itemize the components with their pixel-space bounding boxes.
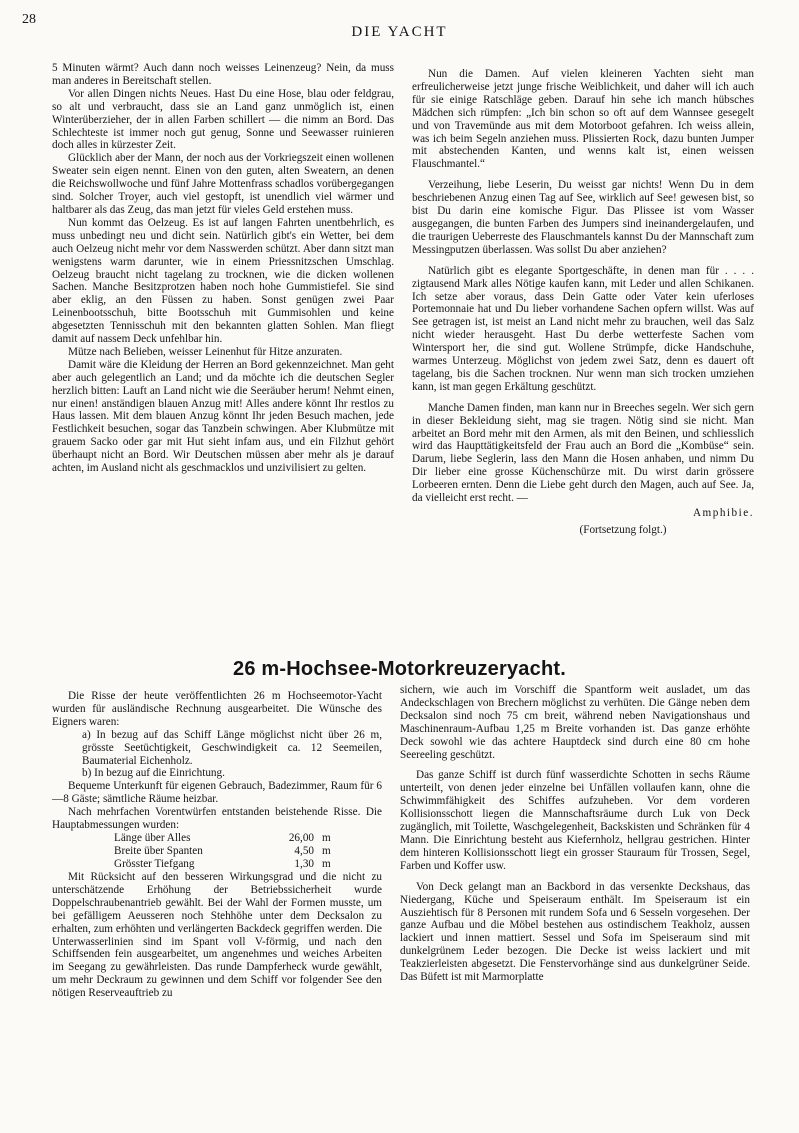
paragraph: Mütze nach Belieben, weisser Leinenhut für Hitze anzuraten. <box>68 345 343 358</box>
paragraph: Nach mehrfachen Vorentwürfen entstanden beistehende Risse. Die Hauptabmessungen wurden: <box>52 806 382 832</box>
paragraph: Mit Rücksicht auf den besseren Wirkungsgrad und die nicht zu unterschätzende Erhöhung der Betriebssicherheit wurde Doppelschraubenantrieb gewählt. Bei der Wahl der Formen musste, um bei gefälligem Aeusseren noch Stehhöhe unter dem Decksalon zu erhalten, zum erhöhten und verlängerten Backdeck gegriffen werden. Die Unterwasserlinien sind im Spant voll V-förmig, und nach den Schiffsenden fein ausgearbeitet, um angenehmes und weiches Arbeiten im Seegang zu gewährleisten. Das runde Dampferheck wurde gewählt, um mehr Deckraum zu gewinnen und dem Schiff vor folgender See den nötigen Reserveauftrieb zu <box>52 870 382 1000</box>
paragraph: sichern, wie auch im Vorschiff die Spantform weit ausladet, um das Andeckschlagen von Brechern möglichst zu verhüten. Die Gänge neben dem Decksalon sind noch 75 cm breit, während neben Navigationshaus und Maschinenraum-Aufbau 1,25 m Breite vorhanden ist. Das ganze erhöhte Deck sowohl wie das achtere Hauptdeck sind durch eine 80 cm hohe Seereeling geschützt. <box>400 684 750 761</box>
dimension-value: 4,50 <box>294 844 314 857</box>
paragraph: Verzeihung, liebe Leserin, Du weisst gar nichts! Wenn Du in dem beschriebenen Anzug einen Tag auf See, wirklich auf See! gewesen bist, so bist Du darin eine komische Figur. Das Plissee ist vom Wasser ausgegangen, die bunten Farben des Jumpers sind ineinandergelaufen, und die traurigen Ueberreste des Flauschmantels kannst Du der Mannschaft zum Messingputzen überlassen. Was sollst Du aber anziehen? <box>412 179 754 256</box>
page-number: 28 <box>22 12 36 27</box>
paragraph: Nun kommt das Oelzeug. Es ist auf langen Fahrten unentbehrlich, es muss unbedingt neu und dicht sein. Natürlich gibt's ein Wetter, bei dem auch Oelzeug nicht mehr vor dem Nasswerden schützt. Aber dann sitzt man wenigstens warm darunter, wie in einem Priessnitzschen Umschlag. Oelzeug braucht nicht tagelang zu trocknen, wie die dicken wollenen Sachen. Manche Besitzprotzen haben noch hohe Gummistiefel. Sie sind aber eklig, an den Füssen zu haben. Sonst genügen zwei Paar Leinenbootsschuh, bitte Bootsschuh mit Gummisohlen und keine abgesetzten Tennisschuh mit den bekannten glatten Sohlen. Man fliegt damit auf nassem Deck unfehlbar hin. <box>52 216 394 346</box>
article-title: 26 m-Hochsee-Motorkreuzeryacht. <box>233 658 566 680</box>
continued-note: (Fortsetzung folgt.) <box>579 523 667 536</box>
paragraph: Vor allen Dingen nichts Neues. Hast Du eine Hose, blau oder feldgrau, so alt und verbraucht, dass sie an Land ganz unmöglich ist, einen Winterüberzieher, der in allen Farben schillert — die nimm an Bord. Das Schlechteste ist immer noch gut genug, Sonne und Seewasser ruinieren doch alles in kürzester Zeit. <box>52 87 394 152</box>
paragraph: Die Risse der heute veröffentlichten 26 m Hochseemotor-Yacht wurden für ausländische Rechnung ausgearbeitet. Die Wünsche des Eigners waren: <box>52 690 382 728</box>
list-item: a) In bezug auf das Schiff Länge möglichst nicht über 26 m, grösste Seetüchtigkeit, Geschwindigkeit ca. 12 Seemeilen, Baumaterial Eichenholz. <box>82 728 382 767</box>
paragraph: 5 Minuten wärmt? Auch dann noch weisses Leinenzeug? Nein, da muss man anderes in Bereitschaft stellen. <box>52 62 394 87</box>
article-left-column <box>52 690 382 1000</box>
dimension-value: 1,30 <box>294 857 314 870</box>
running-title: DIE YACHT <box>351 24 448 40</box>
dimension-unit: m <box>322 857 331 870</box>
paragraph: Bequeme Unterkunft für eigenen Gebrauch, Badezimmer, Raum für 6—8 Gäste; sämtliche Räume heizbar. <box>52 780 382 806</box>
dimension-unit: m <box>322 831 331 844</box>
list-item: b) In bezug auf die Einrichtung. <box>82 767 225 780</box>
dimension-label: Länge über Alles <box>114 831 191 844</box>
paragraph: Damit wäre die Kleidung der Herren an Bord gekennzeichnet. Man geht aber auch gelegentlich an Land; und da möchte ich die deutschen Segler herzlich bitten: Lauft an Land nicht wie die Seeräuber herum! Nehmt einen, nur einen! anständigen blauen Anzug mit! Alles andere könnt Ihr restlos zu Haus lassen. Mit dem blauen Anzug könnt Ihr jeden Besuch machen, jede Festlichkeit besuchen, sogar das Tanzbein schwingen. Aber Klubmütze mit grauem Sacko oder gar mit Hut sieht infam aus, und ein Filzhut gehört überhaupt nicht an Bord. Wir Deutschen müssen aber mehr als je darauf achten, im Ausland nicht als geschmacklos und unzivilisiert zu gelten. <box>52 358 394 475</box>
dimension-value: 26,00 <box>288 831 314 844</box>
paragraph: Das ganze Schiff ist durch fünf wasserdichte Schotten in sechs Räume unterteilt, von denen jeder einzelne bei Unfällen vollaufen kann, ohne die Schwimmfähigkeit des Schiffes aufzuheben. Vor dem vorderen Kollisionsschott liegen die Mannschaftsräume durch Luk von Deck zugänglich, mit Toilette, Waschgelegenheit, Backskisten und Schränken für 4 Mann. Die Einrichtung besteht aus Kiefernholz, hellgrau gestrichen. Hinter dem hinteren Kollisionsschott liegt ein grosser Stauraum für Trossen, Segel, Farben und Koffer usw. <box>400 769 750 872</box>
paragraph: Natürlich gibt es elegante Sportgeschäfte, in denen man für . . . . zigtausend Mark alles Nötige kaufen kann, mit Leder und allen Schikanen. Ich setze aber voraus, dass Dein Gatte oder Vater kein uferloses Portemonnaie hat und Du lieber vorhandene Sachen opfern willst. Was auf See getragen ist, ist meist an Land nicht mehr zu brauchen, weil das Salz nicht wieder herausgeht. Hast Du derbe wetterfeste Sachen vom Wintersport her, die sind gut. Wollene Strümpfe, dicke Handschuhe, warmes Unterzeug. Möglichst von jedem zwei Satz, denn es dauert oft tagelang, bis die Sachen trocknen. Nur wenn man sich trocken umziehen kann, ist man gegen Erkältung geschützt. <box>412 264 754 393</box>
dimension-label: Breite über Spanten <box>114 844 203 857</box>
dimensions-table <box>114 832 382 871</box>
left-column <box>52 62 394 475</box>
dimension-label: Grösster Tiefgang <box>114 857 195 870</box>
paragraph: Nun die Damen. Auf vielen kleineren Yachten sieht man erfreulicherweise jetzt junge frische Weiblichkeit, und daher will ich auch für sie einige Ratschläge geben. Darauf hin sehe ich manch hübsches Mädchen sich rümpfen: „Ich bin schon so oft auf dem Wannsee gesegelt und von Travemünde aus mit dem Motorboot gefahren. Ich weiss allein, was ich beim Segeln anziehen muss. Plissierten Rock, dazu bunten Jumper mit abstechenden Kanten, und wenns kalt ist, einen weissen Flauschmantel.“ <box>412 68 754 171</box>
right-column <box>412 68 754 537</box>
article-right-column <box>400 684 750 984</box>
dimension-unit: m <box>322 844 331 857</box>
paragraph: Manche Damen finden, man kann nur in Breeches segeln. Wer sich gern in dieser Bekleidung sieht, mag sie tragen. Nötig sind sie nicht. Man arbeitet an Bord mehr mit den Armen, als mit den Beinen, und schliesslich wird das Haupttätigkeitsfeld der Frau auch an Bord die „Kombüse“ sein. Darum, liebe Seglerin, lass den Mann die Hosen anhaben, und nimm Du Dir lieber eine grosse Küchenschürze mit. Du wirst darin grössere Lorbeeren ernten. Denn die Liebe geht durch den Magen, auch auf See. Ja, da vielleicht erst recht. — <box>412 401 754 505</box>
author-signature: Amphibie. <box>692 507 754 519</box>
paragraph: Glücklich aber der Mann, der noch aus der Vorkriegszeit einen wollenen Sweater sein eigen nennt. Einen von den guten, alten Sweatern, an denen die Reichswollwoche und fünf Jahre Mottenfrass schadlos vorübergegangen sind. Solcher Troyer, auch viel gestopft, ist unendlich viel wärmer und haltbarer als das Zeug, das man jetzt für vieles Geld erstehen muss. <box>52 152 394 216</box>
paragraph: Von Deck gelangt man an Backbord in das versenkte Deckshaus, das Niedergang, Küche und Speiseraum enthält. Im Speiseraum ist ein Ausziehtisch für 8 Personen mit rundem Sofa und 6 Sesseln vorgesehen. Der ganze Aufbau und die Möbel bestehen aus ostindischem Teakholz, aussen lackiert und innen mattiert. Sessel und Sofa im Speiseraum sind mit dunkelgrünem Leder bezogen. Die Decke ist weiss lackiert und mit Teakzierleisten abgesetzt. Die Fenstervorhänge sind aus dunkelgrüner Seide. Das Büfett ist mit Marmorplatte <box>400 880 750 984</box>
